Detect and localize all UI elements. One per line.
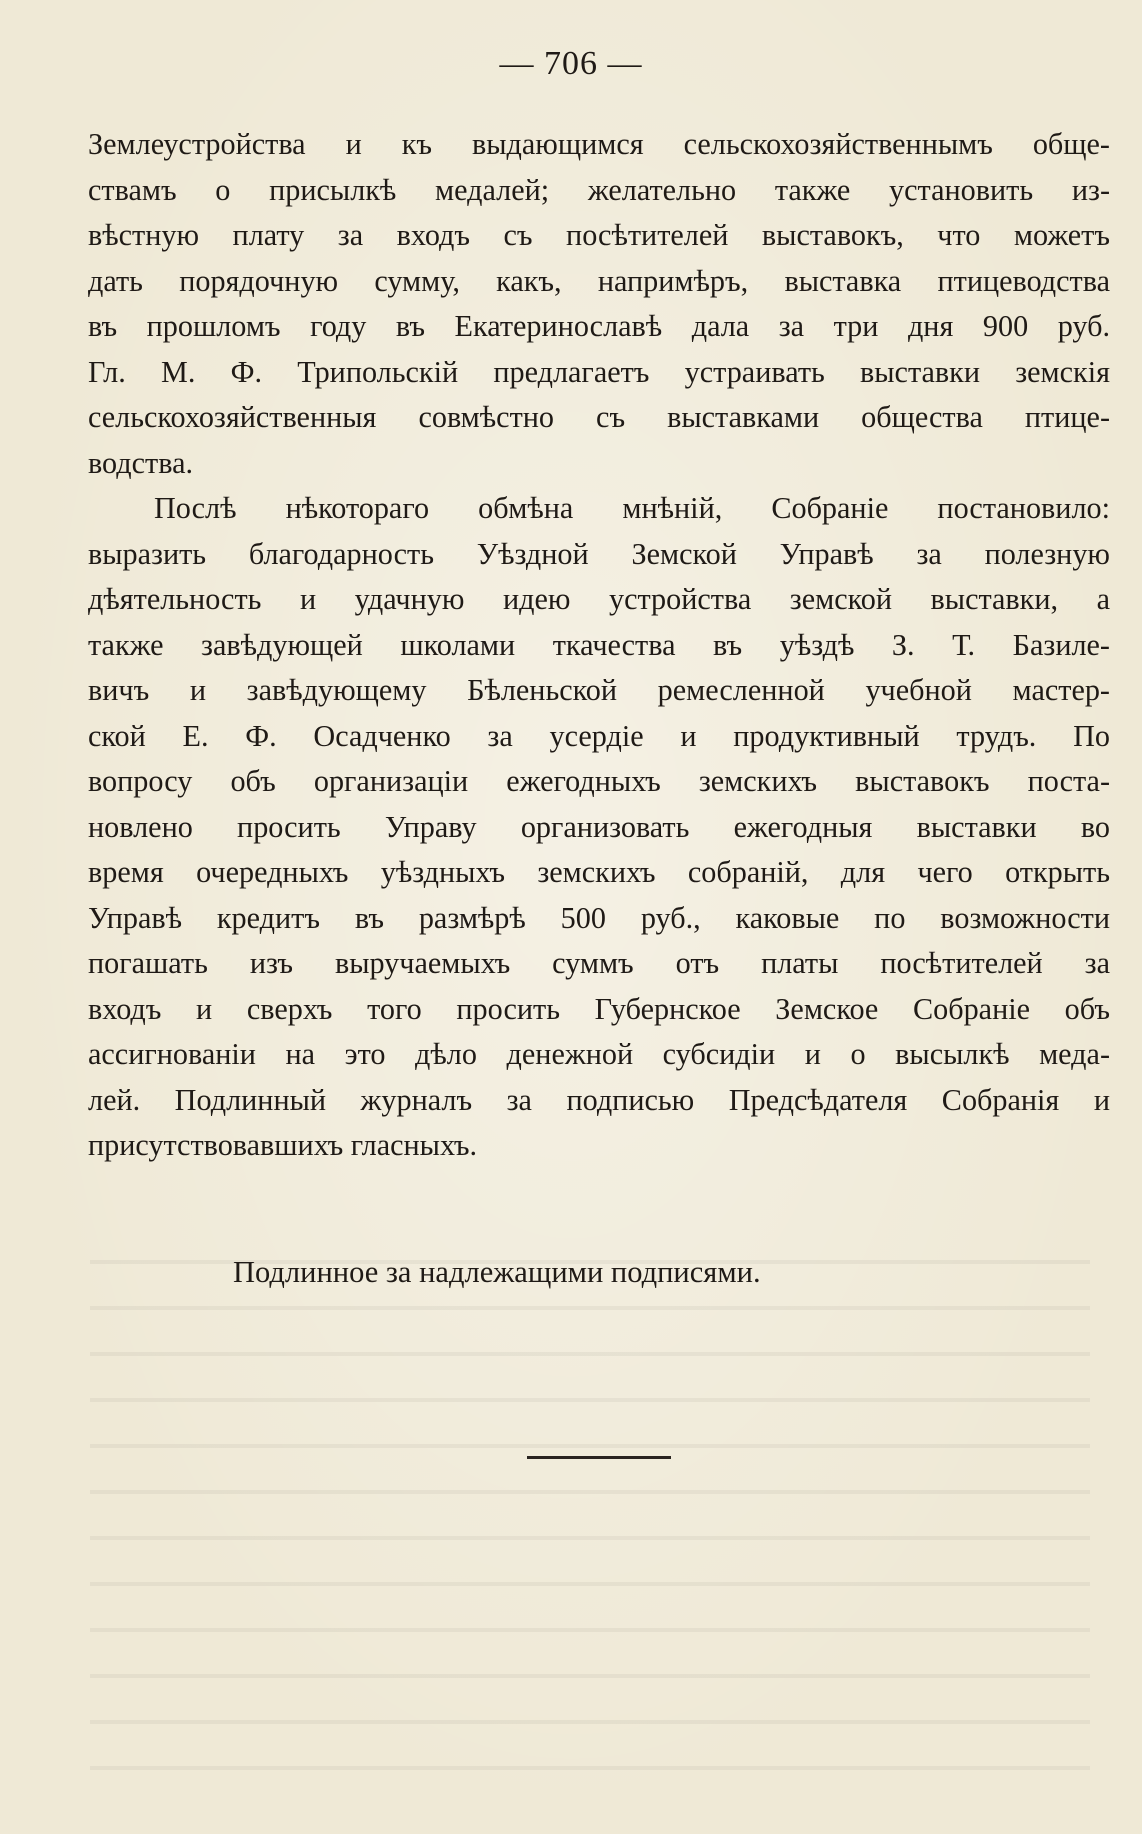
text-line: Послѣ нѣкотораго обмѣна мнѣній, Собраніе постановило: bbox=[154, 491, 1110, 525]
text-line: сельскохозяйственныя совмѣстно съ выставками общества птице- bbox=[88, 400, 1110, 434]
text-line: ствамъ о присылкѣ медалей; желательно также установить из- bbox=[88, 172, 1110, 207]
text-line: ассигнованіи на это дѣло денежной субсидіи и о высылкѣ меда- bbox=[88, 1037, 1110, 1071]
text-line: входъ и сверхъ того просить Губернское Земское Собраніе объ bbox=[88, 991, 1110, 1026]
page-number: — 706 — bbox=[499, 45, 643, 82]
text-line: лей. Подлинный журналъ за подписью Предсѣдателя Собранія и bbox=[88, 1082, 1110, 1117]
text-line: также завѣдующей школами ткачества въ уѣздѣ З. Т. Базиле- bbox=[88, 627, 1110, 662]
text-line: выразить благодарность Уѣздной Земской Управѣ за полезную bbox=[88, 536, 1110, 571]
text-line: водства. bbox=[88, 445, 194, 480]
text-line: вѣстную плату за входъ съ посѣтителей выставокъ, что можетъ bbox=[88, 218, 1110, 252]
text-line: дѣятельность и удачную идею устройства земской выставки, а bbox=[88, 582, 1110, 616]
text-line: вичъ и завѣдующему Бѣленьской ремесленной учебной мастер- bbox=[88, 673, 1110, 707]
text-line: погашать изъ выручаемыхъ суммъ отъ платы посѣтителей за bbox=[88, 946, 1110, 980]
text-line: новлено просить Управу организовать ежегодныя выставки во bbox=[88, 809, 1110, 844]
text-line: время очередныхъ уѣздныхъ земскихъ собраній, для чего открыть bbox=[88, 855, 1110, 889]
text-line: вопросу объ организаціи ежегодныхъ земскихъ выставокъ поста- bbox=[88, 764, 1110, 798]
text-line: присутствовавшихъ гласныхъ. bbox=[88, 1128, 478, 1162]
paragraph-1 bbox=[88, 122, 1110, 486]
bleed-through-texture bbox=[90, 1230, 1090, 1790]
text-line: въ прошломъ году въ Екатеринославѣ дала за три дня 900 руб. bbox=[88, 309, 1110, 343]
text-line: ской Е. Ф. Осадченко за усердіе и продуктивный трудъ. По bbox=[88, 718, 1110, 753]
text-line: Гл. М. Ф. Трипольскій предлагаетъ устраивать выставки земскія bbox=[88, 354, 1110, 389]
text-line: Управѣ кредитъ въ размѣрѣ 500 руб., каковые по возможности bbox=[88, 900, 1110, 935]
text-line: дать порядочную сумму, какъ, напримѣръ, выставка птицеводства bbox=[88, 263, 1110, 298]
text-line: Землеустройства и къ выдающимся сельскохозяйственнымъ обще- bbox=[88, 127, 1110, 161]
closing-line: Подлинное за надлежащими подписями. bbox=[233, 1255, 761, 1289]
end-rule-divider bbox=[527, 1456, 671, 1459]
paragraph-2 bbox=[88, 486, 1110, 1169]
